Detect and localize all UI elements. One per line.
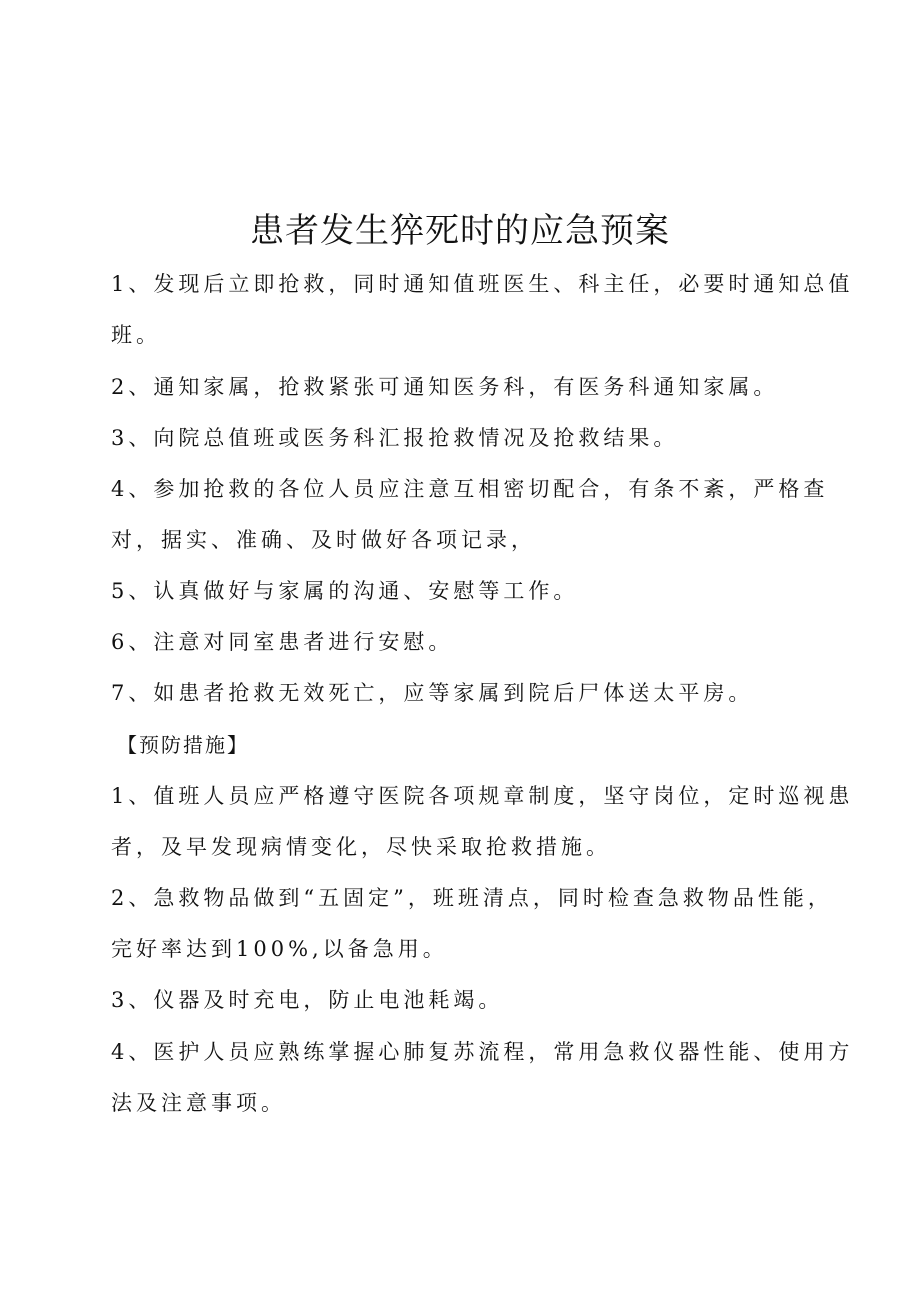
procedure-line-5: 5、认真做好与家属的沟通、安慰等工作。 [111, 579, 579, 603]
procedure-line-4-cont: 对，据实、准确、及时做好各项记录， [111, 528, 536, 552]
procedure-line-1: 1、发现后立即抢救，同时通知值班医生、科主任，必要时通知总值 [111, 272, 854, 296]
prevention-line-1-cont: 者，及早发现病情变化，尽快采取抢救措施。 [111, 835, 611, 859]
prevention-line-3: 3、仪器及时充电，防止电池耗竭。 [111, 988, 504, 1012]
procedure-line-4: 4、参加抢救的各位人员应注意互相密切配合，有条不紊，严格查 [111, 477, 829, 501]
prevention-heading: 【预防措施】 [117, 733, 249, 757]
procedure-line-3: 3、向院总值班或医务科汇报抢救情况及抢救结果。 [111, 426, 679, 450]
procedure-line-1-cont: 班。 [111, 323, 161, 347]
procedure-line-6: 6、注意对同室患者进行安慰。 [111, 630, 454, 654]
prevention-line-1: 1、值班人员应严格遵守医院各项规章制度，坚守岗位，定时巡视患 [111, 784, 854, 808]
prevention-line-2: 2、急救物品做到“五固定”，班班清点，同时检查急救物品性能， [111, 886, 833, 910]
procedure-line-7: 7、如患者抢救无效死亡，应等家属到院后尸体送太平房。 [111, 681, 754, 705]
prevention-line-4: 4、医护人员应熟练掌握心肺复苏流程，常用急救仪器性能、使用方 [111, 1040, 854, 1064]
prevention-line-4-cont: 法及注意事项。 [111, 1091, 286, 1115]
procedure-line-2: 2、通知家属，抢救紧张可通知医务科，有医务科通知家属。 [111, 375, 779, 399]
prevention-line-2-cont: 完好率达到100%,以备急用。 [111, 937, 448, 961]
document-title: 患者发生猝死时的应急预案 [250, 211, 670, 251]
